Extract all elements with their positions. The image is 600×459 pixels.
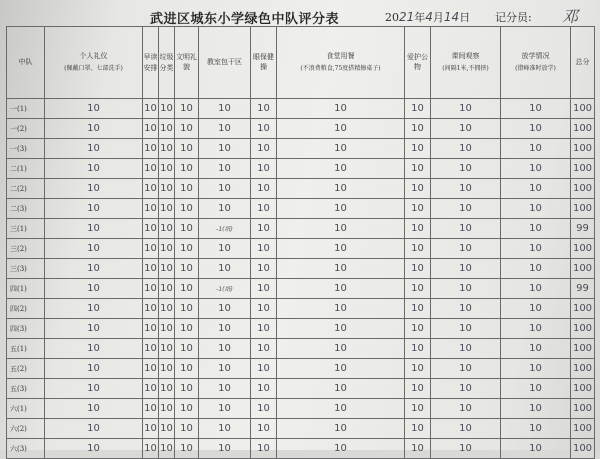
morning-reading-score: 10 [143, 399, 159, 419]
garbage-score: 10 [159, 399, 175, 419]
morning-reading-score: 10 [143, 119, 159, 139]
header-public-property: 爱护公物 [405, 27, 431, 99]
morning-reading-score: 10 [143, 379, 159, 399]
morning-reading-score: 10 [143, 259, 159, 279]
canteen-score: 10 [277, 399, 405, 419]
public-property-score: 10 [405, 379, 431, 399]
classroom-area-score: 10 [199, 159, 251, 179]
classroom-area-score: 10 [199, 239, 251, 259]
header-morning-reading: 早读安排 [143, 27, 159, 99]
public-property-score: 10 [405, 239, 431, 259]
table-row [7, 99, 595, 119]
canteen-score: 10 [277, 199, 405, 219]
canteen-score: 10 [277, 139, 405, 159]
garbage-score: 10 [159, 439, 175, 459]
table-row [7, 159, 595, 179]
total-score: 100 [571, 179, 595, 199]
eye-exercise-score: 10 [251, 419, 277, 439]
header-total: 总分 [571, 27, 595, 99]
public-property-score: 10 [405, 99, 431, 119]
garbage-score: 10 [159, 299, 175, 319]
header-recess-label: 课间观察 [451, 52, 480, 61]
etiquette-score: 10 [45, 259, 143, 279]
total-score: 100 [571, 159, 595, 179]
header-classroom-area: 教室包干区 [199, 27, 251, 99]
classroom-area-score: 10 [199, 299, 251, 319]
canteen-score: 10 [277, 259, 405, 279]
dismissal-score: 10 [501, 299, 571, 319]
classroom-area-score: 10 [199, 359, 251, 379]
morning-reading-score: 10 [143, 339, 159, 359]
canteen-score: 10 [277, 379, 405, 399]
dismissal-score: 10 [501, 399, 571, 419]
garbage-score: 10 [159, 219, 175, 239]
canteen-score: 10 [277, 439, 405, 459]
recess-score: 10 [431, 359, 501, 379]
morning-reading-score: 10 [143, 99, 159, 119]
civil-score: 10 [175, 439, 199, 459]
public-property-score: 10 [405, 119, 431, 139]
public-property-score: 10 [405, 439, 431, 459]
public-property-score: 10 [405, 419, 431, 439]
total-score: 100 [571, 99, 595, 119]
garbage-score: 10 [159, 119, 175, 139]
canteen-score: 10 [277, 359, 405, 379]
etiquette-score: 10 [45, 139, 143, 159]
canteen-score: 10 [277, 219, 405, 239]
total-score: 100 [571, 419, 595, 439]
squad-cell: 二(3) [7, 199, 45, 219]
public-property-score: 10 [405, 339, 431, 359]
recess-score: 10 [431, 379, 501, 399]
etiquette-score: 10 [45, 339, 143, 359]
recess-score: 10 [431, 399, 501, 419]
table-row [7, 299, 595, 319]
header-canteen-sub: (不浪费粮食,75度搭精擦桌子) [300, 64, 381, 72]
etiquette-score: 10 [45, 399, 143, 419]
dismissal-score: 10 [501, 439, 571, 459]
total-score: 100 [571, 379, 595, 399]
squad-cell: 五(2) [7, 359, 45, 379]
score-rows [7, 99, 595, 459]
etiquette-score: 10 [45, 199, 143, 219]
garbage-score: 10 [159, 179, 175, 199]
public-property-score: 10 [405, 179, 431, 199]
dismissal-score: 10 [501, 319, 571, 339]
classroom-area-score: 10 [199, 199, 251, 219]
header-civil: 文明礼貌 [175, 27, 199, 99]
canteen-score: 10 [277, 339, 405, 359]
date-month-handwritten: 4 [425, 10, 433, 24]
morning-reading-score: 10 [143, 319, 159, 339]
dismissal-score: 10 [501, 119, 571, 139]
total-score: 100 [571, 139, 595, 159]
morning-reading-score: 10 [143, 139, 159, 159]
total-score: 100 [571, 259, 595, 279]
classroom-area-score: 10 [199, 379, 251, 399]
squad-cell: 六(3) [7, 439, 45, 459]
date-year-unit: 年 [414, 11, 426, 24]
civil-score: 10 [175, 419, 199, 439]
dismissal-score: 10 [501, 379, 571, 399]
recess-score: 10 [431, 139, 501, 159]
header-squad: 中队 [7, 27, 45, 99]
squad-cell: 三(2) [7, 239, 45, 259]
header-etiquette-sub: (佩戴口罩、七部洗手) [64, 64, 123, 72]
morning-reading-score: 10 [143, 419, 159, 439]
garbage-score: 10 [159, 99, 175, 119]
civil-score: 10 [175, 219, 199, 239]
recess-score: 10 [431, 199, 501, 219]
table-row [7, 419, 595, 439]
canteen-score: 10 [277, 179, 405, 199]
public-property-score: 10 [405, 159, 431, 179]
squad-cell: 五(3) [7, 379, 45, 399]
canteen-score: 10 [277, 99, 405, 119]
eye-exercise-score: 10 [251, 159, 277, 179]
garbage-score: 10 [159, 339, 175, 359]
eye-exercise-score: 10 [251, 439, 277, 459]
header-recess-sub: (间隔1米,不拥挤) [442, 64, 489, 72]
classroom-area-score: 10 [199, 179, 251, 199]
dismissal-score: 10 [501, 339, 571, 359]
dismissal-score: 10 [501, 419, 571, 439]
eye-exercise-score: 10 [251, 279, 277, 299]
score-table [6, 26, 595, 459]
canteen-score: 10 [277, 299, 405, 319]
morning-reading-score: 10 [143, 279, 159, 299]
table-row [7, 219, 595, 239]
header-dismissal-label: 放学情况 [521, 52, 550, 61]
table-row [7, 379, 595, 399]
etiquette-score: 10 [45, 419, 143, 439]
classroom-area-score: 10 [199, 319, 251, 339]
recess-score: 10 [431, 179, 501, 199]
dismissal-score: 10 [501, 159, 571, 179]
morning-reading-score: 10 [143, 359, 159, 379]
etiquette-score: 10 [45, 179, 143, 199]
civil-score: 10 [175, 319, 199, 339]
total-score: 100 [571, 439, 595, 459]
dismissal-score: 10 [501, 279, 571, 299]
total-score: 99 [571, 219, 595, 239]
public-property-score: 10 [405, 359, 431, 379]
header-recess [431, 27, 501, 99]
civil-score: 10 [175, 199, 199, 219]
dismissal-score: 10 [501, 359, 571, 379]
header-canteen [277, 27, 405, 99]
canteen-score: 10 [277, 239, 405, 259]
recess-score: 10 [431, 439, 501, 459]
morning-reading-score: 10 [143, 239, 159, 259]
squad-cell: 四(2) [7, 299, 45, 319]
etiquette-score: 10 [45, 379, 143, 399]
squad-cell: 六(1) [7, 399, 45, 419]
classroom-area-score: 10 [199, 119, 251, 139]
etiquette-score: 10 [45, 119, 143, 139]
dismissal-score: 10 [501, 239, 571, 259]
civil-score: 10 [175, 259, 199, 279]
public-property-score: 10 [405, 319, 431, 339]
civil-score: 10 [175, 339, 199, 359]
eye-exercise-score: 10 [251, 219, 277, 239]
squad-cell: 四(3) [7, 319, 45, 339]
civil-score: 10 [175, 159, 199, 179]
civil-score: 10 [175, 99, 199, 119]
civil-score: 10 [175, 179, 199, 199]
recess-score: 10 [431, 299, 501, 319]
squad-cell: 四(1) [7, 279, 45, 299]
dismissal-score: 10 [501, 259, 571, 279]
recess-score: 10 [431, 339, 501, 359]
etiquette-score: 10 [45, 159, 143, 179]
canteen-score: 10 [277, 119, 405, 139]
table-row [7, 199, 595, 219]
garbage-score: 10 [159, 359, 175, 379]
garbage-score: 10 [159, 279, 175, 299]
classroom-area-score: 10 [199, 439, 251, 459]
total-score: 100 [571, 339, 595, 359]
canteen-score: 10 [277, 279, 405, 299]
recess-score: 10 [431, 99, 501, 119]
table-row [7, 319, 595, 339]
eye-exercise-score: 10 [251, 379, 277, 399]
eye-exercise-score: 10 [251, 139, 277, 159]
public-property-score: 10 [405, 259, 431, 279]
dismissal-score: 10 [501, 199, 571, 219]
eye-exercise-score: 10 [251, 319, 277, 339]
etiquette-score: 10 [45, 319, 143, 339]
canteen-score: 10 [277, 419, 405, 439]
public-property-score: 10 [405, 399, 431, 419]
dismissal-score: 10 [501, 99, 571, 119]
eye-exercise-score: 10 [251, 339, 277, 359]
date-day-handwritten: 14 [443, 10, 460, 24]
canteen-score: 10 [277, 319, 405, 339]
etiquette-score: 10 [45, 299, 143, 319]
eye-exercise-score: 10 [251, 399, 277, 419]
date-year-handwritten: 21 [399, 10, 415, 24]
classroom-area-score: -1(纸) [199, 279, 251, 299]
eye-exercise-score: 10 [251, 259, 277, 279]
etiquette-score: 10 [45, 219, 143, 239]
etiquette-score: 10 [45, 239, 143, 259]
header-dismissal-sub: (错峰准时放学) [515, 64, 556, 72]
civil-score: 10 [175, 399, 199, 419]
civil-score: 10 [175, 139, 199, 159]
squad-cell: 二(2) [7, 179, 45, 199]
morning-reading-score: 10 [143, 439, 159, 459]
eye-exercise-score: 10 [251, 239, 277, 259]
dismissal-score: 10 [501, 139, 571, 159]
public-property-score: 10 [405, 299, 431, 319]
garbage-score: 10 [159, 259, 175, 279]
table-row [7, 119, 595, 139]
table-row [7, 239, 595, 259]
eye-exercise-score: 10 [251, 179, 277, 199]
eye-exercise-score: 10 [251, 299, 277, 319]
total-score: 100 [571, 199, 595, 219]
civil-score: 10 [175, 379, 199, 399]
recess-score: 10 [431, 239, 501, 259]
squad-cell: 二(1) [7, 159, 45, 179]
header-etiquette [45, 27, 143, 99]
total-score: 100 [571, 319, 595, 339]
public-property-score: 10 [405, 279, 431, 299]
classroom-area-score: 10 [199, 139, 251, 159]
header-canteen-label: 食堂用餐 [326, 52, 355, 61]
squad-cell: 六(2) [7, 419, 45, 439]
total-score: 100 [571, 299, 595, 319]
sheet-header [150, 8, 595, 28]
recess-score: 10 [431, 279, 501, 299]
classroom-area-score: 10 [199, 399, 251, 419]
morning-reading-score: 10 [143, 199, 159, 219]
morning-reading-score: 10 [143, 299, 159, 319]
table-row [7, 259, 595, 279]
date-day-unit: 日 [459, 11, 471, 24]
garbage-score: 10 [159, 139, 175, 159]
squad-cell: 一(2) [7, 119, 45, 139]
civil-score: 10 [175, 239, 199, 259]
squad-cell: 三(3) [7, 259, 45, 279]
header-row [7, 27, 595, 99]
morning-reading-score: 10 [143, 159, 159, 179]
dismissal-score: 10 [501, 219, 571, 239]
civil-score: 10 [175, 299, 199, 319]
recorder-label: 记分员: [495, 11, 532, 24]
recess-score: 10 [431, 419, 501, 439]
garbage-score: 10 [159, 199, 175, 219]
eye-exercise-score: 10 [251, 99, 277, 119]
squad-cell: 五(1) [7, 339, 45, 359]
header-etiquette-label: 个人礼仪 [79, 52, 108, 61]
civil-score: 10 [175, 279, 199, 299]
civil-score: 10 [175, 359, 199, 379]
header-dismissal [501, 27, 571, 99]
recess-score: 10 [431, 319, 501, 339]
etiquette-score: 10 [45, 359, 143, 379]
canteen-score: 10 [277, 159, 405, 179]
table-row [7, 139, 595, 159]
morning-reading-score: 10 [143, 219, 159, 239]
date-month-unit: 月 [432, 11, 444, 24]
table-row [7, 179, 595, 199]
etiquette-score: 10 [45, 439, 143, 459]
recorder-signature: 邓 [562, 7, 579, 26]
garbage-score: 10 [159, 239, 175, 259]
garbage-score: 10 [159, 419, 175, 439]
etiquette-score: 10 [45, 279, 143, 299]
classroom-area-score: 10 [199, 99, 251, 119]
public-property-score: 10 [405, 199, 431, 219]
table-row [7, 399, 595, 419]
total-score: 100 [571, 359, 595, 379]
total-score: 100 [571, 119, 595, 139]
eye-exercise-score: 10 [251, 119, 277, 139]
classroom-area-score: 10 [199, 419, 251, 439]
squad-cell: 三(1) [7, 219, 45, 239]
document-title: 武进区城东小学绿色中队评分表 [150, 12, 340, 27]
dismissal-score: 10 [501, 179, 571, 199]
total-score: 100 [571, 399, 595, 419]
table-row [7, 439, 595, 459]
classroom-area-score: 10 [199, 259, 251, 279]
civil-score: 10 [175, 119, 199, 139]
squad-cell: 一(3) [7, 139, 45, 159]
classroom-area-score: 10 [199, 339, 251, 359]
garbage-score: 10 [159, 379, 175, 399]
etiquette-score: 10 [45, 99, 143, 119]
classroom-area-score: -1(纸) [199, 219, 251, 239]
table-row [7, 339, 595, 359]
table-row [7, 359, 595, 379]
date-year-printed: 20 [385, 11, 399, 24]
table-row [7, 279, 595, 299]
recess-score: 10 [431, 219, 501, 239]
eye-exercise-score: 10 [251, 199, 277, 219]
garbage-score: 10 [159, 319, 175, 339]
recess-score: 10 [431, 259, 501, 279]
recess-score: 10 [431, 159, 501, 179]
squad-cell: 一(1) [7, 99, 45, 119]
garbage-score: 10 [159, 159, 175, 179]
date-line [385, 9, 470, 25]
header-garbage: 垃圾分类 [159, 27, 175, 99]
morning-reading-score: 10 [143, 179, 159, 199]
recess-score: 10 [431, 119, 501, 139]
eye-exercise-score: 10 [251, 359, 277, 379]
total-score: 100 [571, 239, 595, 259]
public-property-score: 10 [405, 219, 431, 239]
total-score: 99 [571, 279, 595, 299]
public-property-score: 10 [405, 139, 431, 159]
header-eye-exercise: 眼保健操 [251, 27, 277, 99]
